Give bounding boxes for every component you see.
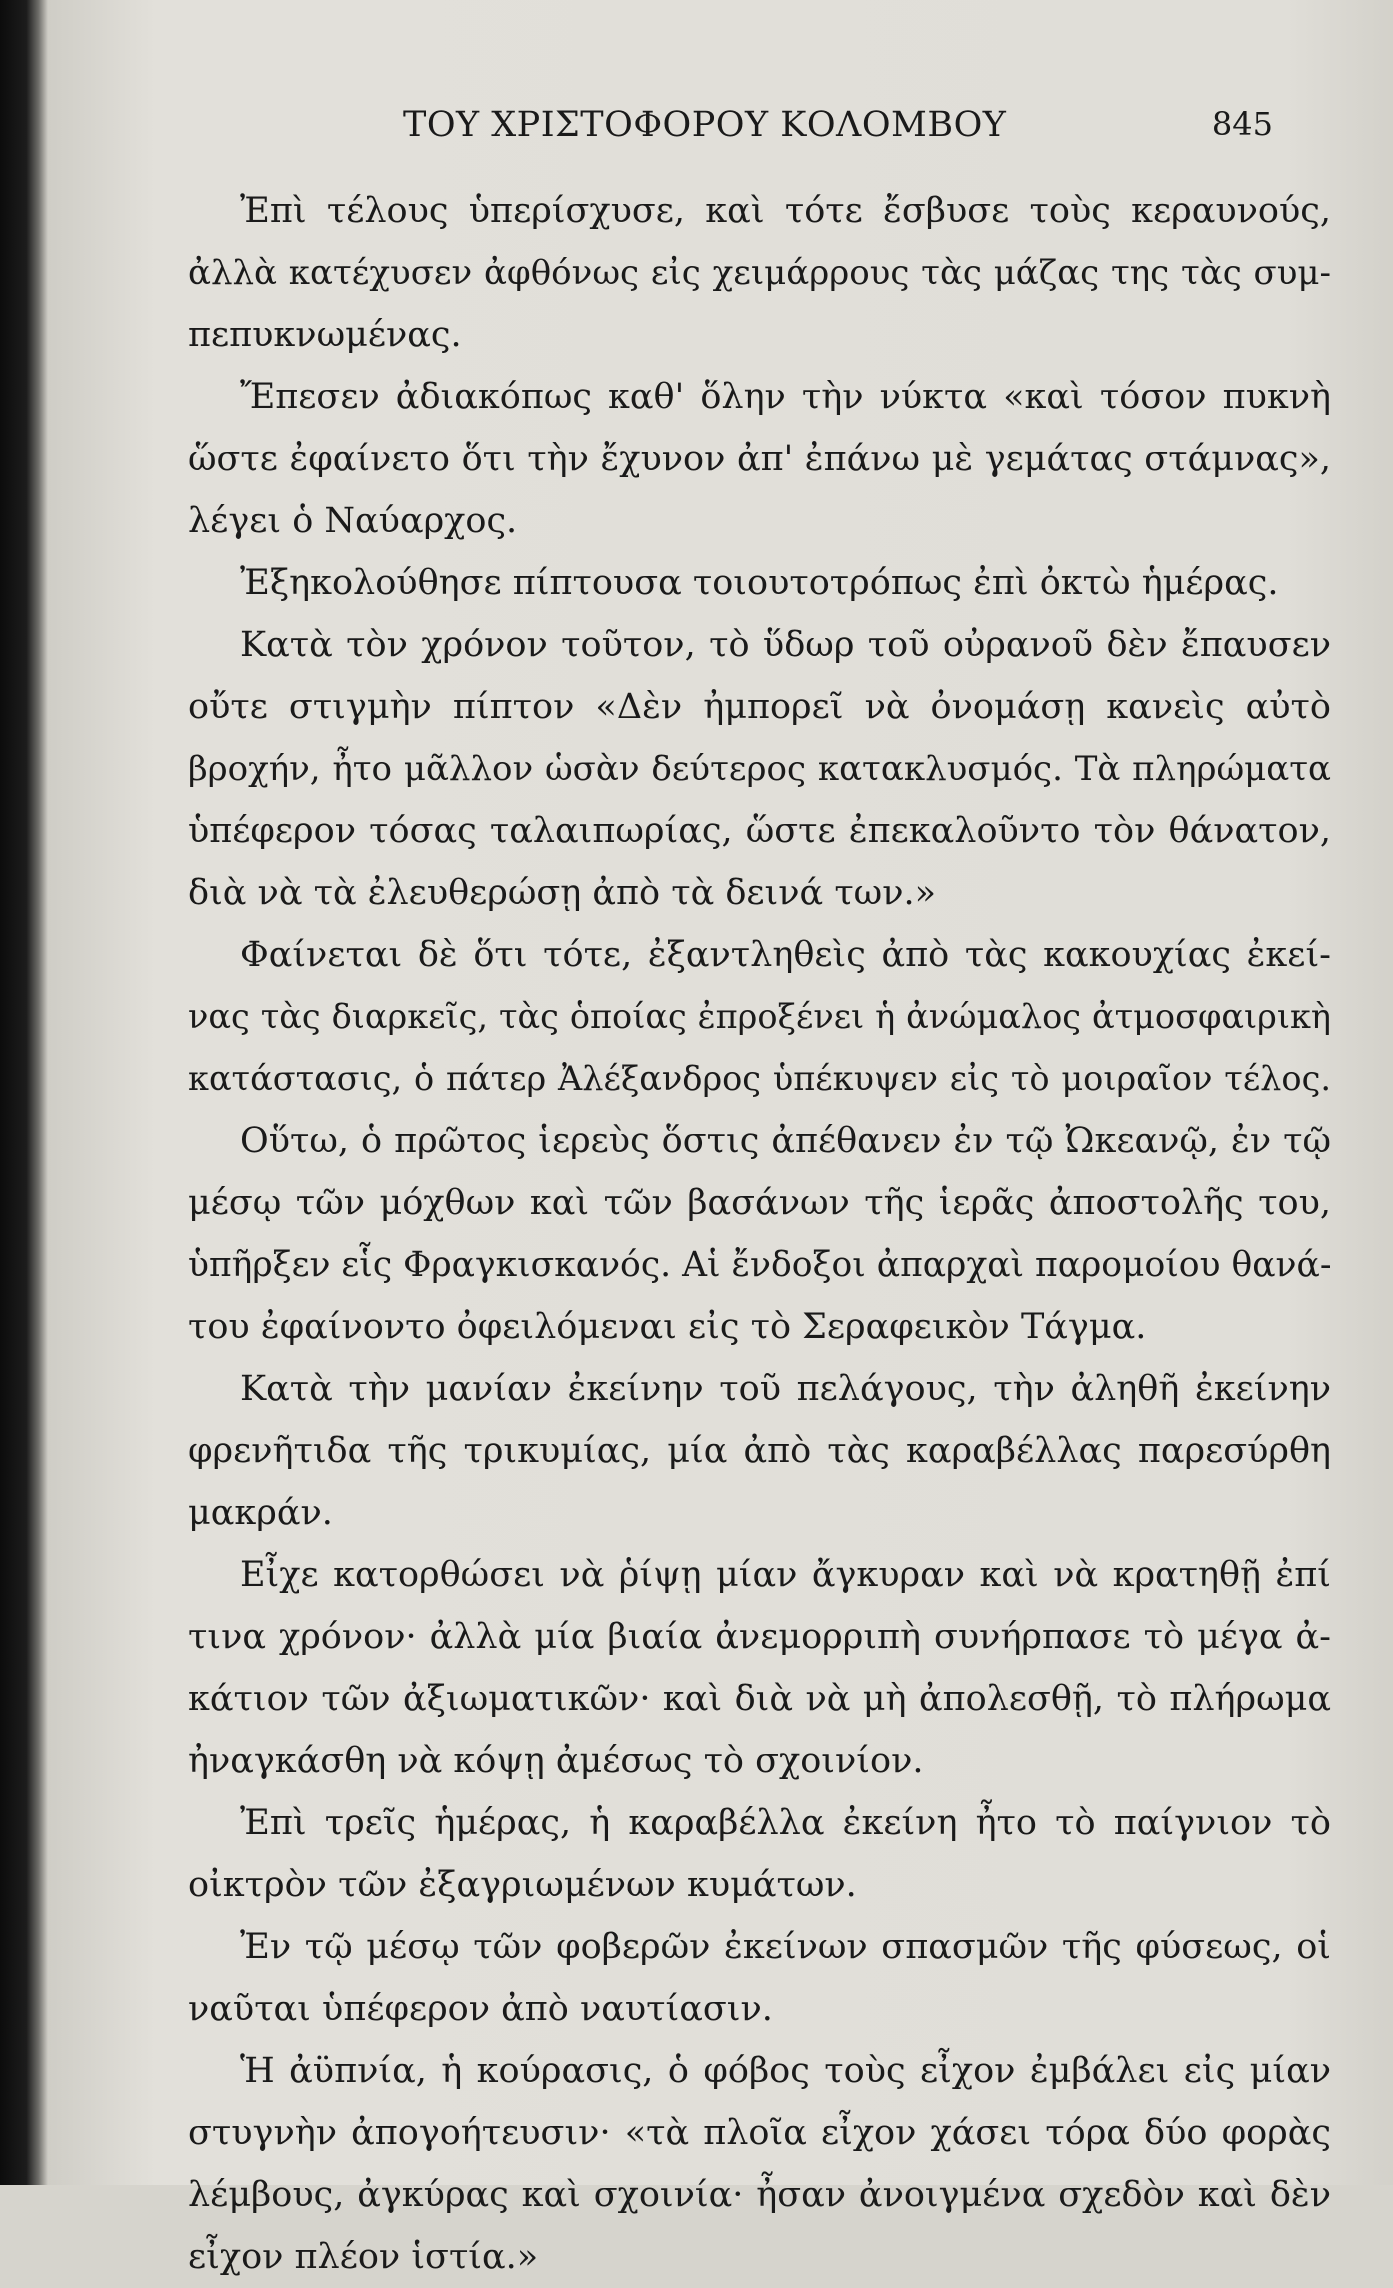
page-header <box>48 105 1393 155</box>
text-line: εἶχον πλέον ἱστία.» <box>188 2237 539 2277</box>
body-text <box>188 180 1331 2288</box>
text-line: ναῦται ὑπέφερον ἀπὸ ναυτίασιν. <box>188 1989 773 2029</box>
text-line: οἰκτρὸν τῶν ἐξαγριωμένων κυμάτων. <box>188 1865 857 1905</box>
text-line: διὰ νὰ τὰ ἐλευθερώσῃ ἀπὸ τὰ δεινά των.» <box>188 873 937 913</box>
text-line: Κατὰ τὴν μανίαν ἐκείνην τοῦ πελάγους, τὴν ἀληθῆ ἐκείνην <box>240 1369 1331 1409</box>
text-line: του ἐφαίνοντο ὀφειλόμεναι εἰς τὸ Σεραφεικὸν Τάγμα. <box>188 1307 1147 1347</box>
text-line: Ἐπὶ τέλους ὑπερίσχυσε, καὶ τότε ἔσβυσε τοὺς κεραυνούς, <box>240 191 1331 231</box>
book-page <box>48 0 1393 2277</box>
text-line: φρενῆτιδα τῆς τρικυμίας, μία ἀπὸ τὰς καραβέλλας παρεσύρθη <box>188 1431 1331 1471</box>
text-line: Ἐν τῷ μέσῳ τῶν φοβερῶν ἐκείνων σπασμῶν τῆς φύσεως, οἱ <box>240 1927 1331 1967</box>
text-line: κατάστασις, ὁ πάτερ Ἀλέξανδρος ὑπέκυψεν εἰς τὸ μοιραῖον τέλος. <box>188 1059 1331 1098</box>
text-line: Κατὰ τὸν χρόνον τοῦτον, τὸ ὕδωρ τοῦ οὐρανοῦ δὲν ἔπαυσεν <box>240 625 1331 665</box>
text-line: βροχήν, ἦτο μᾶλλον ὡσὰν δεύτερος κατακλυσμός. Τὰ πληρώματα <box>188 749 1331 789</box>
text-line: Εἶχε κατορθώσει νὰ ῥίψῃ μίαν ἄγκυραν καὶ νὰ κρατηθῇ ἐπί <box>240 1555 1331 1595</box>
text-line: μέσῳ τῶν μόχθων καὶ τῶν βασάνων τῆς ἱερᾶς ἀποστολῆς του, <box>188 1183 1331 1223</box>
text-line: ὑπέφερον τόσας ταλαιπωρίας, ὥστε ἐπεκαλοῦντο τὸν θάνατον, <box>188 811 1331 851</box>
text-line: λέγει ὁ Ναύαρχος. <box>188 501 518 541</box>
running-title: ΤΟΥ ΧΡΙΣΤΟΦΟΡΟΥ ΚΟΛΟΜΒΟΥ <box>403 105 1007 145</box>
text-line: Ἔπεσεν ἀδιακόπως καθ' ὅλην τὴν νύκτα «καὶ τόσον πυκνὴ <box>240 377 1331 417</box>
text-line: κάτιον τῶν ἀξιωματικῶν· καὶ διὰ νὰ μὴ ἀπολεσθῇ, τὸ πλήρωμα <box>188 1679 1331 1719</box>
text-line: μακράν. <box>188 1493 333 1533</box>
text-line: Οὕτω, ὁ πρῶτος ἱερεὺς ὅστις ἀπέθανεν ἐν τῷ Ὠκεανῷ, ἐν τῷ <box>240 1121 1331 1161</box>
book-binding-shadow <box>0 0 48 2185</box>
page-number: 845 <box>1211 105 1273 143</box>
text-line: οὔτε στιγμὴν πίπτον «Δὲν ἠμπορεῖ νὰ ὀνομάσῃ κανεὶς αὐτὸ <box>188 687 1331 727</box>
text-line: Φαίνεται δὲ ὅτι τότε, ἐξαντληθεὶς ἀπὸ τὰς κακουχίας ἐκεί- <box>240 935 1331 975</box>
text-line: Ἐξηκολούθησε πίπτουσα τοιουτοτρόπως ἐπὶ ὀκτὼ ἡμέρας. <box>240 563 1279 603</box>
text-line: ὥστε ἐφαίνετο ὅτι τὴν ἔχυνον ἀπ' ἐπάνω μὲ γεμάτας στάμνας», <box>188 439 1331 479</box>
text-line: Ἡ ἀϋπνία, ἡ κούρασις, ὁ φόβος τοὺς εἶχον ἐμβάλει εἰς μίαν <box>240 2051 1331 2091</box>
text-line: λέμβους, ἀγκύρας καὶ σχοινία· ἦσαν ἀνοιγμένα σχεδὸν καὶ δὲν <box>188 2175 1331 2215</box>
text-line: ἠναγκάσθη νὰ κόψῃ ἀμέσως τὸ σχοινίον. <box>188 1741 924 1781</box>
text-line: ἀλλὰ κατέχυσεν ἀφθόνως εἰς χειμάρρους τὰς μάζας της τὰς συμ- <box>188 253 1331 293</box>
text-line: νας τὰς διαρκεῖς, τὰς ὁποίας ἐπροξένει ἡ ἀνώμαλος ἀτμοσφαιρικὴ <box>188 997 1331 1036</box>
text-line: στυγνὴν ἀπογοήτευσιν· «τὰ πλοῖα εἶχον χάσει τόρα δύο φορὰς <box>188 2113 1331 2153</box>
text-line: Ἐπὶ τρεῖς ἡμέρας, ἡ καραβέλλα ἐκείνη ἦτο τὸ παίγνιον τὸ <box>240 1803 1331 1843</box>
text-line: πεπυκνωμένας. <box>188 315 462 355</box>
text-line: ὑπῆρξεν εἷς Φραγκισκανός. Αἱ ἔνδοξοι ἀπαρχαὶ παρομοίου θανά- <box>188 1245 1332 1285</box>
text-line: τινα χρόνον· ἀλλὰ μία βιαία ἀνεμορριπὴ συνήρπασε τὸ μέγα ἀ- <box>188 1617 1331 1657</box>
